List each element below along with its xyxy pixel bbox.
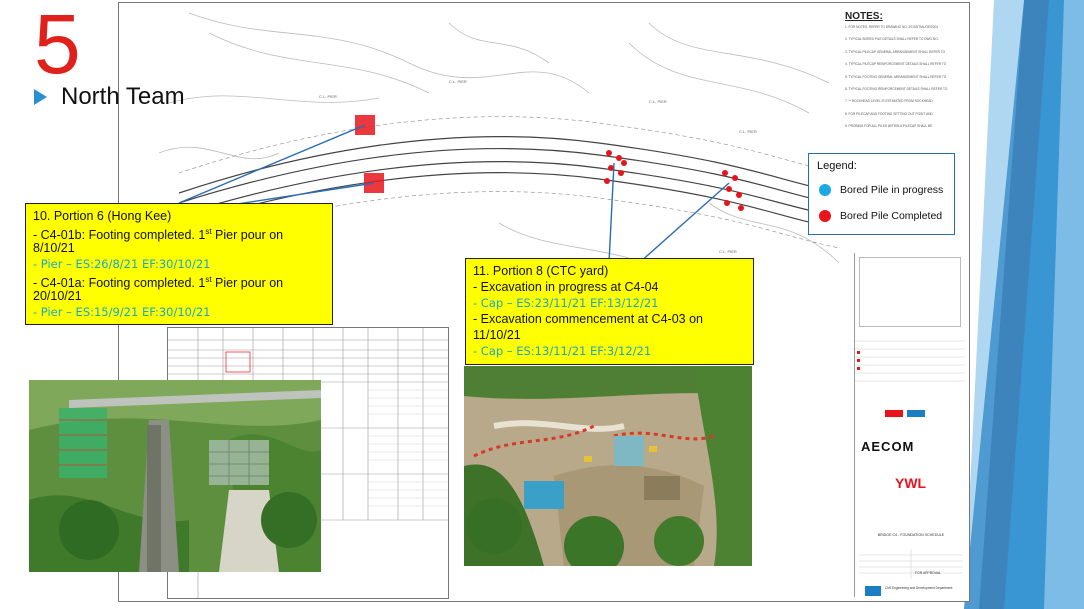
callout-schedule-line: - Pier – ES:26/8/21 EF:30/10/21 xyxy=(33,257,211,271)
legend-label: Bored Pile Completed xyxy=(840,210,943,222)
drawing-number-grid xyxy=(859,549,963,579)
notes-title: NOTES: xyxy=(845,11,883,22)
callout-line: - Excavation in progress at C4-04 xyxy=(473,280,659,294)
callout-portion-6 xyxy=(25,203,333,325)
legend-title: Legend: xyxy=(817,160,857,172)
note-line: 3. TYPICAL PILECAP GENERAL ARRANGEMENT SHALL REFER TO xyxy=(845,49,946,54)
callout-schedule-line: - Cap – ES:23/11/21 EF:13/12/21 xyxy=(473,296,659,310)
certification-stamp xyxy=(859,257,961,327)
svg-text:C.L. PIER: C.L. PIER xyxy=(719,249,737,254)
drawing-title: BRIDGE C4 - FOUNDATION SCHEDULE xyxy=(877,533,945,537)
note-line: 5. TYPICAL FOOTING GENERAL ARRANGEMENT SHALL REFER TO xyxy=(845,74,947,79)
slide-title: North Team xyxy=(61,83,185,110)
note-line: 9. PROBING FOR ALL PILES WITHIN A PILECAP SHALL BE xyxy=(845,124,933,129)
contractor-logo xyxy=(883,407,938,419)
callout-portion-8 xyxy=(465,258,754,365)
note-line: 8. FOR PILECAP AND FOOTING SETTING OUT POINT AND xyxy=(845,111,933,116)
legend-label: Bored Pile in progress xyxy=(840,184,944,196)
callout-line: 8/10/21 xyxy=(33,241,75,255)
legend xyxy=(808,153,955,235)
bullet-arrow-icon xyxy=(34,89,47,105)
site-photo-portion-8 xyxy=(464,366,752,566)
title-block xyxy=(854,253,967,597)
note-line: 2. TYPICAL BORED PILE DETAILS SHALL REFER TO DWG NO. xyxy=(845,37,939,42)
aecom-logo: AECOM xyxy=(861,439,915,454)
department-name: Civil Engineering and Development Department xyxy=(885,586,953,590)
svg-text:C.L. PIER: C.L. PIER xyxy=(739,129,757,134)
callout-heading: 11. Portion 8 (CTC yard) xyxy=(473,264,609,278)
callout-line: - Excavation commencement at C4-03 on xyxy=(473,312,703,326)
drawing-status: FOR APPROVAL xyxy=(915,571,941,575)
callout-line: 20/10/21 xyxy=(33,289,82,303)
slide-title-row xyxy=(34,82,185,112)
red-dot-icon xyxy=(819,210,831,222)
notes-list xyxy=(845,25,965,129)
callout-line: 11/10/21 xyxy=(473,328,521,342)
note-line: 7. ** ROCKHEAD LEVEL IS ESTIMATED FROM ROCKHEAD xyxy=(845,99,933,104)
svg-text:C.L. PIER: C.L. PIER xyxy=(649,99,667,104)
blue-dot-icon xyxy=(819,184,831,196)
note-line: 6. TYPICAL FOOTING REINFORCEMENT DETAILS SHALL REFER TO xyxy=(845,87,948,92)
slide-number: 5 xyxy=(34,0,81,91)
note-line: 1. FOR NOTES, REFER TO DRAWING NO. 20103/TML/GE/0001 xyxy=(845,25,939,29)
site-photo-portion-6 xyxy=(29,380,321,572)
svg-text:C.L. PIER: C.L. PIER xyxy=(319,94,337,99)
decorative-stripes xyxy=(964,0,1084,609)
revision-table xyxy=(855,333,965,389)
legend-item-in-progress xyxy=(819,184,943,196)
ywl-logo: YWL xyxy=(895,475,927,491)
svg-text:C.L. PIER: C.L. PIER xyxy=(449,79,467,84)
cedd-logo xyxy=(865,583,881,593)
legend-item-completed xyxy=(819,210,942,222)
callout-line: - C4-01a: Footing completed. 1st Pier pour on xyxy=(33,275,284,290)
callout-schedule-line: - Cap – ES:13/11/21 EF:3/12/21 xyxy=(473,344,652,358)
callout-line: - C4-01b: Footing completed. 1st Pier pour on xyxy=(33,227,284,242)
note-line: 4. TYPICAL PILECAP REINFORCEMENT DETAILS SHALL REFER TO xyxy=(845,62,947,67)
callout-heading: 10. Portion 6 (Hong Kee) xyxy=(33,209,172,223)
callout-schedule-line: - Pier – ES:15/9/21 EF:30/10/21 xyxy=(33,305,211,319)
